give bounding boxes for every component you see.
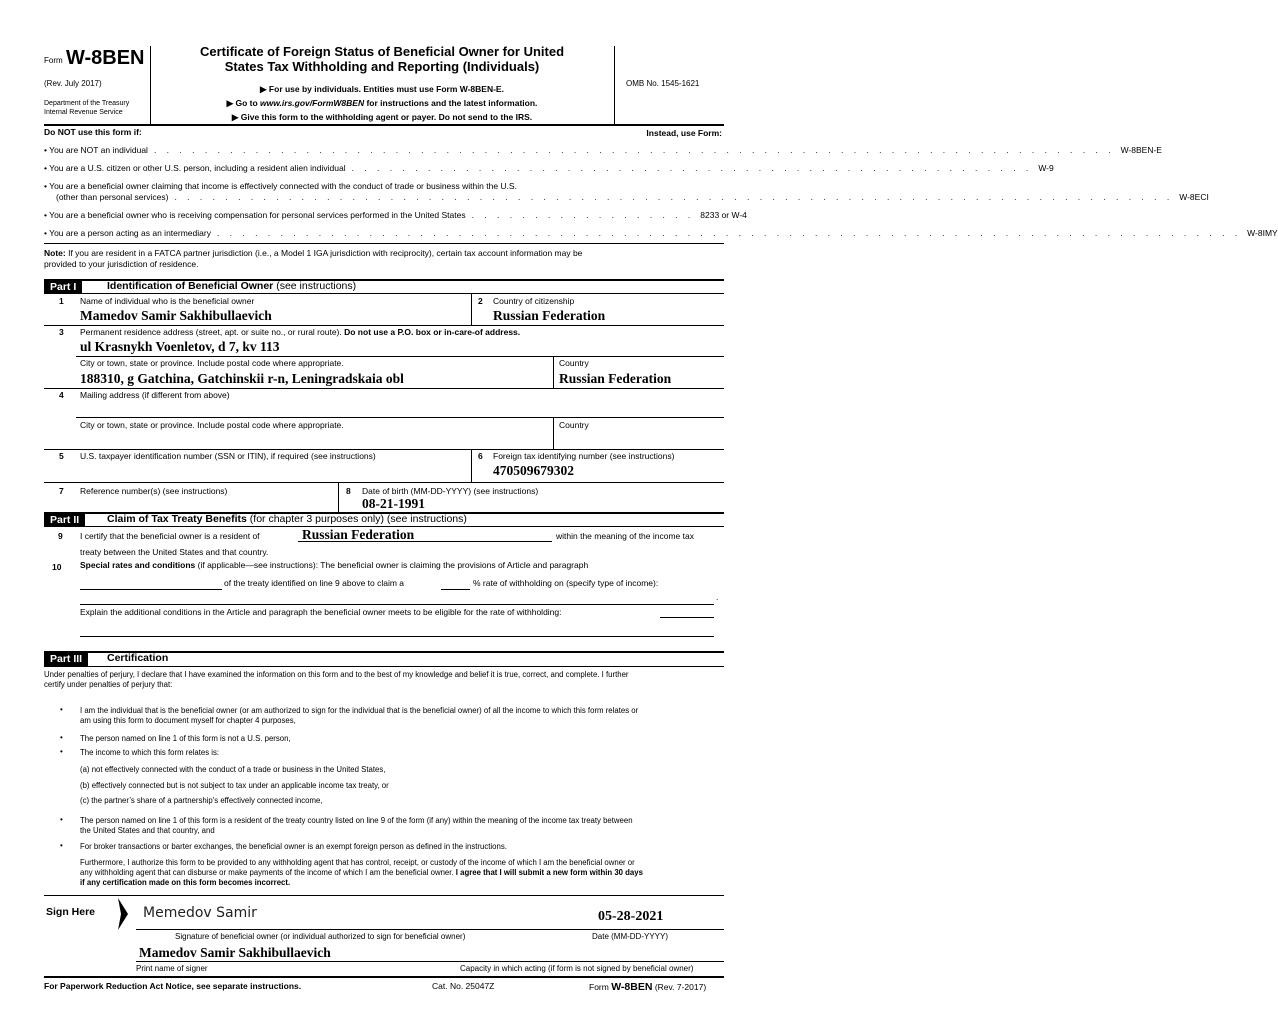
- line-number: 1: [59, 296, 64, 306]
- part3-label: Part III: [44, 652, 88, 666]
- form-title: Certificate of Foreign Status of Beneficial Owner for United States Tax Withholding and Reporting (Individuals): [199, 44, 565, 74]
- omb-number: OMB No. 1545-1621: [626, 79, 700, 88]
- treaty-country[interactable]: Russian Federation: [302, 527, 415, 542]
- donotuse-row: • You are NOT an individual . . . . . . . . . . . . . . . . . . . . . . . . . . . . . . . . . . . . . . . . . . . . . . . . . . . . . . . . . . . . . . . . . . . . . . . . . . . . W-8BEN-E: [44, 145, 1162, 155]
- donotuse-row-text: • You are a beneficial owner claiming that income is effectively connected with the conduct of trade or business within the U.S.: [44, 181, 517, 191]
- city2-label: City or town, state or province. Include postal code where appropriate.: [80, 420, 344, 430]
- line5-label: U.S. taxpayer identification number (SSN or ITIN), if required (see instructions): [80, 451, 376, 461]
- footer-form: Form W-8BEN (Rev. 7-2017): [589, 981, 707, 993]
- header-instructions: ▶ For use by individuals. Entities must use Form W-8BEN-E. ▶ Go to www.irs.gov/FormW8BEN for instructions and the latest information. ▶ Give this form to the withholding agent or payer. Do not send to the IRS.: [226, 84, 538, 122]
- bullet-icon: •: [60, 815, 63, 824]
- cert-item: I am the individual that is the beneficial owner (or am authorized to sign for the individual that is the beneficial owner) of all the income to which this form relates or am using this form to document myself for chapter 4 purposes,: [80, 706, 639, 725]
- paperwork-notice: For Paperwork Reduction Act Notice, see separate instructions.: [44, 981, 302, 991]
- line-number: 10: [52, 562, 62, 572]
- signature[interactable]: Memedov Samir: [143, 905, 257, 921]
- cert-item: The person named on line 1 of this form is a resident of the treaty country listed on line 9 of the form (if any) within the meaning of the income tax treaty between the United States and that country, and: [80, 816, 633, 835]
- cert-item: The person named on line 1 of this form is not a U.S. person,: [80, 734, 291, 743]
- line10-explain: Explain the additional conditions in the Article and paragraph the beneficial owner meets to be eligible for the rate of withholding:: [80, 607, 562, 617]
- donotuse-row: • You are a beneficial owner who is receiving compensation for personal services performed in the United States . . . . . . . . . . . . . . . . . . 8233 or W-4: [44, 210, 747, 220]
- date-label: Date (MM-DD-YYYY): [592, 932, 669, 941]
- arrow-icon: [116, 898, 130, 930]
- bullet-icon: •: [60, 733, 63, 742]
- line-number: 6: [478, 451, 483, 461]
- line6-label: Foreign tax identifying number (see instructions): [493, 451, 675, 461]
- country-label: Country: [559, 358, 589, 368]
- revision: (Rev. July 2017): [44, 79, 102, 88]
- line10-line2a: of the treaty identified on line 9 above to claim a: [224, 578, 405, 588]
- capacity-label: Capacity in which acting (if form is not signed by beneficial owner): [460, 964, 694, 973]
- print-name-label: Print name of signer: [136, 964, 208, 973]
- line-number: 5: [59, 451, 64, 461]
- bullet-icon: •: [60, 747, 63, 756]
- country2-label: Country: [559, 420, 589, 430]
- line-number: 8: [346, 486, 351, 496]
- line-number: 9: [58, 531, 63, 541]
- donotuse-row: (other than personal services) . . . . . . . . . . . . . . . . . . . . . . . . . . . . . . . . . . . . . . . . . . . . . . . . . . . . . . . . . . . . . . . . . . . . . . . . . . . . . . . W-8ECI: [56, 192, 1209, 202]
- donotuse-heading: Do NOT use this form if:: [44, 127, 142, 137]
- signature-label: Signature of beneficial owner (or individual authorized to sign for beneficial owner): [175, 932, 466, 941]
- irs-link[interactable]: www.irs.gov/FormW8BEN: [260, 98, 365, 108]
- city-label: City or town, state or province. Include postal code where appropriate.: [80, 358, 344, 368]
- form-word: Form: [44, 56, 63, 65]
- line9-pre: I certify that the beneficial owner is a resident of: [80, 531, 260, 541]
- line4-label: Mailing address (if different from above): [80, 390, 230, 400]
- line9-line2: treaty between the United States and that country.: [80, 547, 269, 557]
- foreign-tin[interactable]: 470509679302: [493, 463, 574, 478]
- date-of-birth[interactable]: 08-21-1991: [362, 496, 425, 511]
- country-value[interactable]: Russian Federation: [559, 371, 672, 386]
- line2-label: Country of citizenship: [493, 296, 575, 306]
- line-number: 2: [478, 296, 483, 306]
- dot: .: [716, 592, 719, 602]
- sign-date[interactable]: 05-28-2021: [598, 909, 664, 924]
- part2-label: Part II: [44, 513, 85, 527]
- bullet-icon: •: [60, 841, 63, 850]
- part1-title: Identification of Beneficial Owner (see instructions): [107, 280, 357, 292]
- line10-line2b: % rate of withholding on (specify type of income):: [473, 578, 659, 588]
- cert-item: The income to which this form relates is:: [80, 748, 220, 757]
- part3-title: Certification: [107, 652, 169, 664]
- instead-heading: Instead, use Form:: [646, 128, 722, 138]
- line1-label: Name of individual who is the beneficial owner: [80, 296, 255, 306]
- cert-furthermore: Furthermore, I authorize this form to be provided to any withholding agent that has control, receipt, or custody of the income of which I am the beneficial owner or any withholding agent that can disburse or make payments of the income of which I am the beneficial owner. I agree that I will submit a new form within 30 days if any certification made on this form becomes incorrect.: [80, 858, 643, 887]
- donotuse-row: • You are a U.S. citizen or other U.S. person, including a resident alien individual . . . . . . . . . . . . . . . . . . . . . . . . . . . . . . . . . . . . . . . . . . . . . . . . . . . . . . W-9: [44, 163, 1054, 173]
- fatca-note: Note: If you are resident in a FATCA partner jurisdiction (i.e., a Model 1 IGA jurisdiction with reciprocity), certain tax account information may be provided to your jurisdiction of residence.: [44, 248, 583, 269]
- line7-label: Reference number(s) (see instructions): [80, 486, 228, 496]
- cert-subitem: (b) effectively connected but is not subject to tax under an applicable income tax treaty, or: [80, 781, 389, 790]
- sign-here-label: Sign Here: [46, 906, 96, 918]
- part2-title: Claim of Tax Treaty Benefits (for chapter 3 purposes only) (see instructions): [107, 513, 467, 525]
- donotuse-row: • You are a person acting as an intermediary . . . . . . . . . . . . . . . . . . . . . . . . . . . . . . . . . . . . . . . . . . . . . . . . . . . . . . . . . . . . . . . . . . . . . . . . . . . . . . . . . W-8IMY: [44, 228, 1278, 238]
- part1-label: Part I: [44, 280, 82, 294]
- cert-subitem: (a) not effectively connected with the conduct of a trade or business in the United States,: [80, 765, 386, 774]
- cert-item: For broker transactions or barter exchanges, the beneficial owner is an exempt foreign person as defined in the instructions.: [80, 842, 507, 851]
- cert-subitem: (c) the partner’s share of a partnership's effectively connected income,: [80, 796, 323, 805]
- line-number: 7: [59, 486, 64, 496]
- print-name[interactable]: Mamedov Samir Sakhibullaevich: [139, 945, 331, 960]
- beneficial-owner-name[interactable]: Mamedov Samir Sakhibullaevich: [80, 308, 272, 323]
- line9-post: within the meaning of the income tax: [556, 531, 694, 541]
- permanent-address[interactable]: ul Krasnykh Voenletov, d 7, kv 113: [80, 339, 280, 354]
- form-number: W-8BEN: [66, 47, 145, 69]
- certification-intro: Under penalties of perjury, I declare that I have examined the information on this form and to the best of my knowledge and belief it is true, correct, and complete. I further certify under penalties of perjury that:: [44, 670, 629, 689]
- city-value[interactable]: 188310, g Gatchina, Gatchinskii r-n, Leningradskaia obl: [80, 371, 404, 386]
- line-number: 4: [59, 390, 64, 400]
- line10-text: Special rates and conditions (if applicable—see instructions): The beneficial owner is claiming the provisions of Article and paragraph: [80, 560, 589, 570]
- country-of-citizenship[interactable]: Russian Federation: [493, 308, 606, 323]
- catalog-number: Cat. No. 25047Z: [432, 981, 495, 991]
- department: Department of the Treasury Internal Revenue Service: [44, 100, 130, 116]
- line8-label: Date of birth (MM-DD-YYYY) (see instructions): [362, 486, 539, 496]
- line-number: 3: [59, 327, 64, 337]
- line3-label: Permanent residence address (street, apt. or suite no., or rural route). Do not use a P.O. box or in-care-of address.: [80, 327, 521, 337]
- bullet-icon: •: [60, 705, 63, 714]
